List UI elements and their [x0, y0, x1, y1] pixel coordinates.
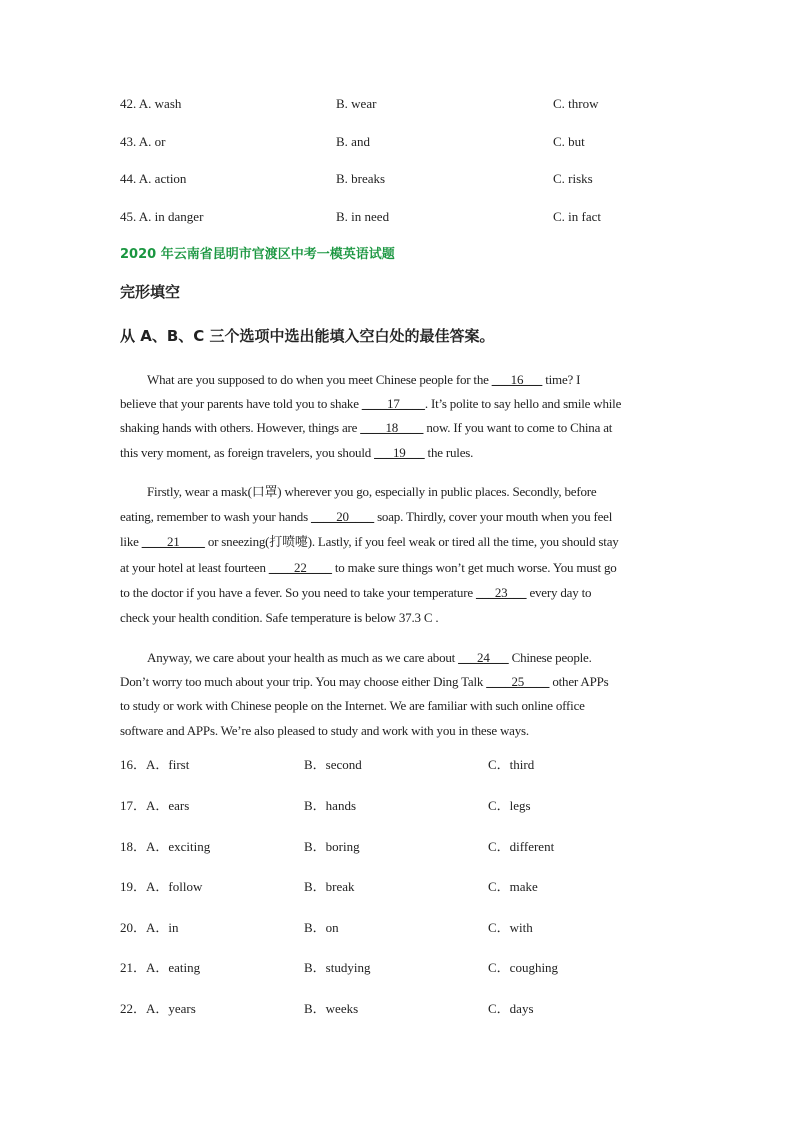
passage-line: to the doctor if you have a fever. So you need to take your temperature ___23___ every day to [120, 584, 592, 600]
passage-line: Anyway, we care about your health as much as we care about ___24___ Chinese people. [147, 650, 592, 665]
option-c: C．days [488, 1001, 534, 1016]
option-a: 19．A．follow [120, 879, 203, 894]
option-b: B. and [336, 134, 370, 149]
passage-line: Don’t worry too much about your trip. You may choose either Ding Talk ____25____ other APPs [120, 674, 609, 690]
option-b: B．weeks [304, 1001, 359, 1016]
passage-line: to study or work with Chinese people on the Internet. We are familiar with such online office [120, 698, 585, 714]
option-b: B．studying [304, 960, 371, 975]
option-b: B．break [304, 879, 355, 894]
passage-line: What are you supposed to do when you meet Chinese people for the ___16___ time? I [147, 372, 581, 387]
option-c: C．coughing [488, 960, 559, 975]
blank-17: ____17____ [361, 396, 425, 412]
option-a: 42. A. wash [120, 96, 182, 111]
passage-paragraph-2 [120, 479, 676, 630]
blank-23: ___23___ [475, 584, 527, 600]
option-c: C．legs [488, 798, 531, 813]
passage-line: believe that your parents have told you to shake ____17____. It’s polite to say hello and smile while [120, 396, 622, 412]
passage-line: check your health condition. Safe temperature is below 37.3 C . [120, 610, 439, 626]
option-b: B．on [304, 920, 339, 935]
option-row-20 [0, 919, 794, 937]
instruction-heading: 从 A、B、C 三个选项中选出能填入空白处的最佳答案。 [120, 327, 495, 345]
passage-line: eating, remember to wash your hands ____20____ soap. Thirdly, cover your mouth when you feel [120, 509, 613, 525]
option-row-17 [0, 797, 794, 815]
passage-line: at your hotel at least fourteen ____22____ to make sure things won’t get much worse. You must go [120, 559, 617, 575]
option-row-22 [0, 1000, 794, 1018]
option-a: 44. A. action [120, 171, 187, 186]
option-c: C. throw [553, 96, 599, 111]
option-a: 16．A．first [120, 757, 190, 772]
option-a: 45. A. in danger [120, 209, 204, 224]
exam-title: 2020 年云南省昆明市官渡区中考一模英语试题 [120, 247, 395, 262]
option-row-43 [0, 133, 794, 151]
option-b: B．second [304, 757, 362, 772]
option-a: 17．A．ears [120, 798, 190, 813]
option-row-21 [0, 959, 794, 977]
passage-line: software and APPs. We’re also pleased to study and work with you in these ways. [120, 722, 529, 738]
option-c: C. in fact [553, 209, 602, 224]
passage-paragraph-1 [120, 368, 676, 465]
option-row-18 [0, 838, 794, 856]
blank-22: ____22____ [268, 559, 332, 575]
question-type-heading: 完形填空 [120, 283, 181, 301]
option-c: C．with [488, 920, 533, 935]
passage-line: this very moment, as foreign travelers, you should ___19___ the rules. [120, 444, 474, 460]
option-c: C．make [488, 879, 538, 894]
option-a: 43. A. or [120, 134, 166, 149]
passage-paragraph-3 [120, 646, 676, 743]
option-c: C．third [488, 757, 535, 772]
blank-24: ___24___ [458, 650, 509, 665]
option-row-44 [0, 170, 794, 188]
blank-16: ___16___ [491, 372, 543, 387]
blank-20: ____20____ [311, 509, 375, 525]
option-b: B．hands [304, 798, 357, 813]
option-a: 20．A．in [120, 920, 179, 935]
option-a: 22．A．years [120, 1001, 196, 1016]
blank-19: ___19___ [374, 444, 425, 460]
option-b: B. wear [336, 96, 377, 111]
blank-25: ____25____ [486, 674, 550, 690]
option-c: C．different [488, 839, 555, 854]
option-b: B．boring [304, 839, 360, 854]
option-a: 18．A．exciting [120, 839, 211, 854]
passage-line: Firstly, wear a mask(口罩) wherever you go, especially in public places. Secondly, before [147, 484, 597, 499]
option-c: C. but [553, 134, 585, 149]
option-b: B. breaks [336, 171, 386, 186]
option-a: 21．A．eating [120, 960, 201, 975]
option-row-16 [0, 756, 794, 774]
blank-21: ____21____ [141, 534, 205, 550]
passage-line: like ____21____ or sneezing(打喷嚏). Lastly, if you feel weak or tired all the time, you should stay [120, 534, 619, 550]
option-row-45 [0, 208, 794, 226]
option-b: B. in need [336, 209, 390, 224]
blank-18: ____18____ [360, 420, 424, 436]
passage-line: shaking hands with others. However, things are ____18____ now. If you want to come to China at [120, 420, 613, 436]
option-row-19 [0, 878, 794, 896]
option-row-42 [0, 95, 794, 113]
option-c: C. risks [553, 171, 593, 186]
